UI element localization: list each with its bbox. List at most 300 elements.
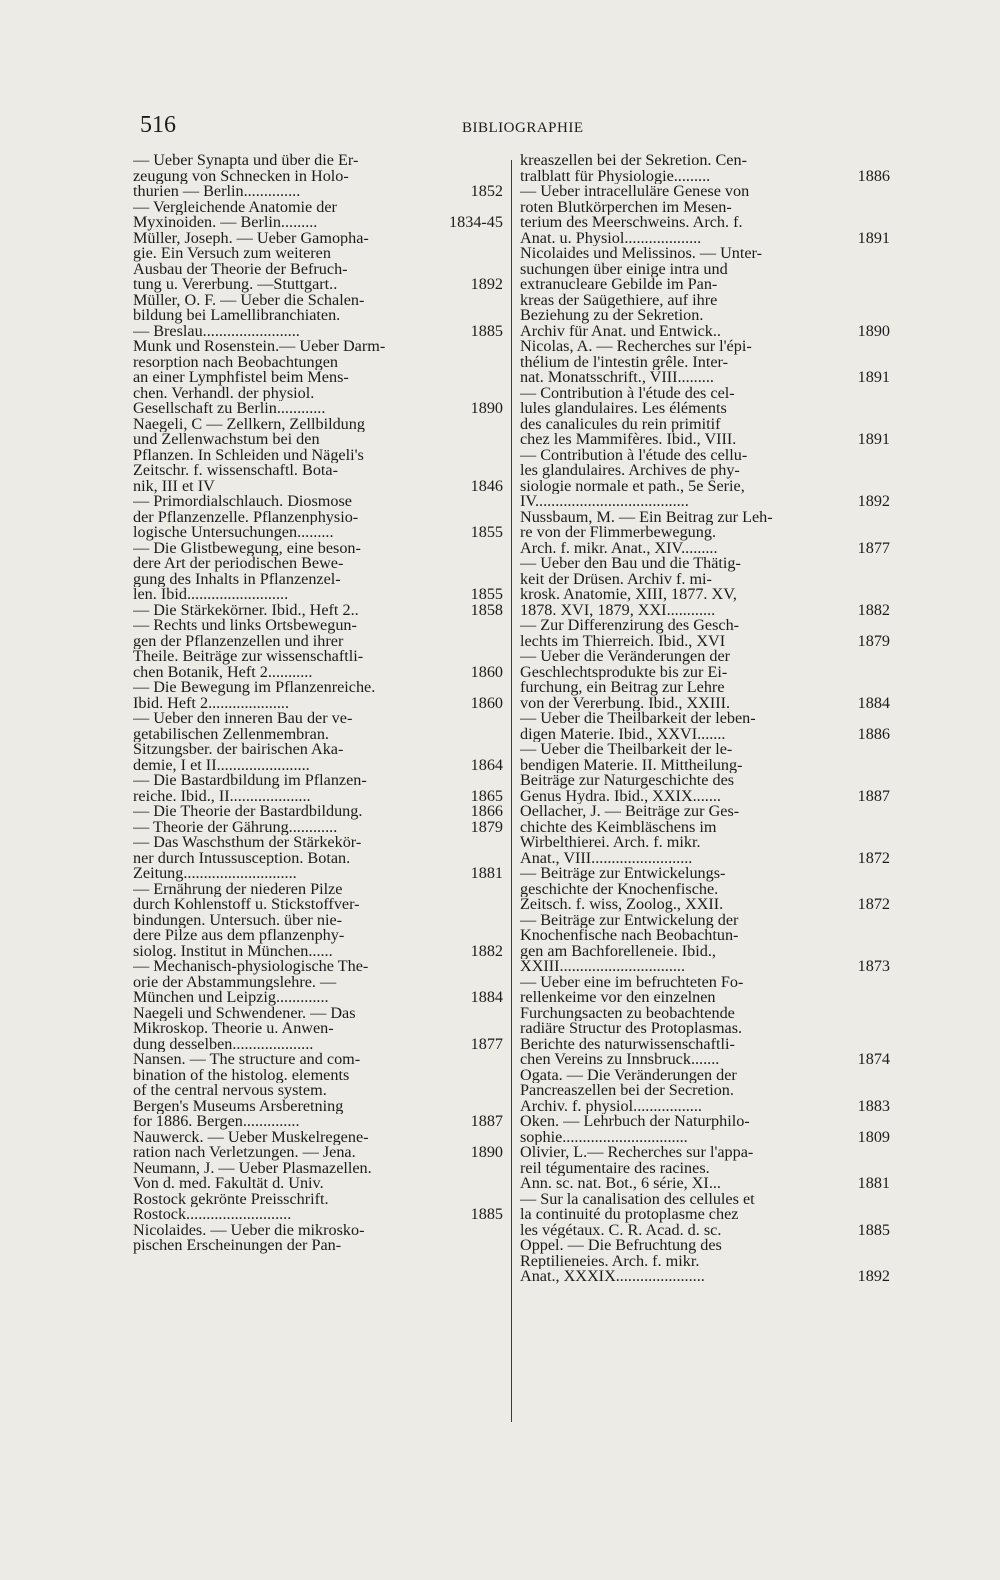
entry-text: Reptilieneies. Arch. f. mikr.: [520, 1253, 700, 1269]
entry-text: Nansen. — The structure and com-: [133, 1052, 361, 1068]
bibliography-line: [133, 959, 503, 975]
entry-text: Rostock gekrönte Preisschrift.: [133, 1191, 329, 1207]
bibliography-line: [133, 1207, 503, 1223]
right-column: [520, 153, 890, 1285]
entry-year: 1892: [857, 1269, 890, 1285]
bibliography-line: [520, 634, 890, 650]
entry-text: Oellacher, J. — Beiträge zur Ges-: [520, 804, 740, 820]
entry-text: Bergen's Museums Arsberetning: [133, 1098, 344, 1114]
bibliography-line: [133, 401, 503, 417]
bibliography-line: [520, 215, 890, 231]
bibliography-line: [520, 1083, 890, 1099]
bibliography-line: [520, 339, 890, 355]
entry-year: 1864: [470, 757, 503, 773]
bibliography-line: [133, 913, 503, 929]
entry-text: Neumann, J. — Ueber Plasmazellen.: [133, 1160, 372, 1176]
entry-text: Archiv für Anat. und Entwick..: [520, 323, 721, 339]
bibliography-line: [133, 618, 503, 634]
entry-text: roten Blutkörperchen im Mesen-: [520, 199, 732, 215]
bibliography-line: [520, 308, 890, 324]
entry-year: 1887: [857, 788, 890, 804]
entry-text: chichte des Keimbläschens im: [520, 819, 717, 835]
bibliography-line: [133, 742, 503, 758]
entry-text: gie. Ein Versuch zum weiteren: [133, 246, 331, 262]
entry-text: logische Untersuchungen.........: [133, 525, 334, 541]
entry-text: furchung, ein Beitrag zur Lehre: [520, 680, 725, 696]
bibliography-line: [133, 556, 503, 572]
bibliography-line: [520, 758, 890, 774]
bibliography-line: [133, 1037, 503, 1053]
bibliography-line: [133, 1145, 503, 1161]
bibliography-line: [133, 975, 503, 991]
entry-year: 1879: [470, 819, 503, 835]
bibliography-line: [520, 572, 890, 588]
entry-year: 1892: [470, 277, 503, 293]
entry-year: 1855: [470, 587, 503, 603]
entry-text: Pflanzen. In Schleiden und Nägeli's: [133, 447, 364, 463]
entry-text: — Mechanisch-physiologische The-: [133, 959, 369, 975]
bibliography-line: [520, 1161, 890, 1177]
entry-text: Olivier, L.— Recherches sur l'appa-: [520, 1145, 754, 1161]
entry-year: 1834-45: [449, 215, 503, 231]
entry-text: — Sur la canalisation des cellules et: [520, 1191, 755, 1207]
entry-text: Anat. u. Physiol...................: [520, 230, 702, 246]
bibliography-line: [133, 820, 503, 836]
entry-text: lules glandulaires. Les éléments: [520, 401, 727, 417]
bibliography-line: [133, 494, 503, 510]
bibliography-line: [520, 618, 890, 634]
bibliography-line: [520, 696, 890, 712]
entry-text: Müller, Joseph. — Ueber Gamopha-: [133, 230, 369, 246]
entry-text: nik, III et IV: [133, 478, 215, 494]
bibliography-line: [133, 525, 503, 541]
bibliography-line: [133, 649, 503, 665]
entry-text: ration nach Verletzungen. — Jena.: [133, 1145, 356, 1161]
bibliography-line: [133, 1052, 503, 1068]
entry-text: suchungen über einige intra und: [520, 261, 728, 277]
bibliography-line: [520, 169, 890, 185]
entry-text: siologie normale et path., 5e Serie,: [520, 478, 745, 494]
entry-text: — Theorie der Gährung............: [133, 819, 338, 835]
entry-text: — Ueber die Theilbarkeit der le-: [520, 742, 733, 758]
entry-text: thurien — Berlin..............: [133, 184, 301, 200]
entry-text: München und Leipzig.............: [133, 990, 329, 1006]
bibliography-line: [133, 153, 503, 169]
entry-text: reil tégumentaire des racines.: [520, 1160, 710, 1176]
bibliography-line: [520, 990, 890, 1006]
entry-text: of the central nervous system.: [133, 1083, 327, 1099]
entry-year: 1891: [857, 370, 890, 386]
bibliography-line: [520, 711, 890, 727]
bibliography-line: [520, 1238, 890, 1254]
entry-year: 1891: [857, 230, 890, 246]
entry-text: zeugung von Schnecken in Holo-: [133, 168, 349, 184]
entry-text: re von der Flimmerbewegung.: [520, 525, 716, 541]
bibliography-line: [133, 200, 503, 216]
entry-text: sophie...............................: [520, 1129, 688, 1145]
bibliography-line: [520, 1192, 890, 1208]
entry-text: geschichte der Knochenfische.: [520, 881, 719, 897]
entry-text: Oppel. — Die Befruchtung des: [520, 1238, 722, 1254]
bibliography-line: [133, 851, 503, 867]
bibliography-line: [520, 277, 890, 293]
entry-text: Furchungsacten zu beobachtende: [520, 1005, 735, 1021]
entry-text: resorption nach Beobachtungen: [133, 354, 338, 370]
bibliography-line: [133, 696, 503, 712]
entry-text: Ann. sc. nat. Bot., 6 série, XI...: [520, 1176, 721, 1192]
bibliography-line: [520, 479, 890, 495]
entry-text: Knochenfische nach Beobachtun-: [520, 928, 739, 944]
entry-text: getabilischen Zellenmembran.: [133, 726, 329, 742]
entry-year: 1884: [857, 695, 890, 711]
entry-text: dere Art der periodischen Bewe-: [133, 556, 344, 572]
entry-text: 1878. XVI, 1879, XXI............: [520, 602, 716, 618]
bibliography-line: [133, 184, 503, 200]
bibliography-line: [133, 835, 503, 851]
entry-text: Müller, O. F. — Ueber die Schalen-: [133, 292, 365, 308]
bibliography-line: [133, 293, 503, 309]
bibliography-line: [520, 324, 890, 340]
entry-text: Von d. med. Fakultät d. Univ.: [133, 1176, 324, 1192]
bibliography-line: [133, 370, 503, 386]
entry-year: 1885: [857, 1222, 890, 1238]
entry-text: Nicolaides. — Ueber die mikrosko-: [133, 1222, 365, 1238]
entry-text: Ausbau der Theorie der Befruch-: [133, 261, 348, 277]
entry-year: 1886: [857, 726, 890, 742]
entry-text: Zeitschr. f. wissenschaftl. Bota-: [133, 463, 338, 479]
entry-text: — Ueber Synapta und über die Er-: [133, 153, 359, 169]
entry-text: durch Kohlenstoff u. Stickstoffver-: [133, 897, 360, 913]
entry-text: bindungen. Untersuch. über nie-: [133, 912, 343, 928]
bibliography-line: [133, 1223, 503, 1239]
bibliography-line: [520, 587, 890, 603]
entry-text: gen am Bachforelleneie. Ibid.,: [520, 943, 716, 959]
entry-year: 1891: [857, 432, 890, 448]
bibliography-line: [133, 603, 503, 619]
entry-text: Gesellschaft zu Berlin............: [133, 401, 326, 417]
bibliography-line: [520, 1099, 890, 1115]
entry-text: bildung bei Lamellibranchiaten.: [133, 308, 341, 324]
bibliography-line: [520, 541, 890, 557]
entry-text: — Die Glistbewegung, eine beson-: [133, 540, 361, 556]
entry-year: 1892: [857, 494, 890, 510]
bibliography-line: [520, 463, 890, 479]
entry-text: — Primordialschlauch. Diosmose: [133, 494, 352, 510]
entry-year: 1865: [470, 788, 503, 804]
entry-year: 1886: [857, 168, 890, 184]
bibliography-line: [133, 1161, 503, 1177]
entry-text: Naegeli und Schwendener. — Das: [133, 1005, 356, 1021]
bibliography-line: [520, 789, 890, 805]
entry-text: — Die Stärkekörner. Ibid., Heft 2..: [133, 602, 359, 618]
bibliography-line: [520, 1254, 890, 1270]
bibliography-line: [133, 634, 503, 650]
bibliography-line: [133, 882, 503, 898]
entry-year: 1860: [470, 664, 503, 680]
entry-text: chez les Mammifères. Ibid., VIII.: [520, 432, 737, 448]
bibliography-line: [133, 463, 503, 479]
bibliography-line: [133, 339, 503, 355]
entry-text: Wirbelthierei. Arch. f. mikr.: [520, 835, 701, 851]
bibliography-line: [520, 1114, 890, 1130]
entry-year: 1883: [857, 1098, 890, 1114]
entry-text: extranucleare Gebilde im Pan-: [520, 277, 718, 293]
entry-text: thélium de l'intestin grêle. Inter-: [520, 354, 729, 370]
column-divider: [511, 160, 512, 1422]
entry-text: for 1886. Bergen..............: [133, 1114, 300, 1130]
entry-year: 1873: [857, 959, 890, 975]
entry-year: 1881: [857, 1176, 890, 1192]
entry-text: — Ernährung der niederen Pilze: [133, 881, 343, 897]
entry-text: Nicolaides und Melissinos. — Unter-: [520, 246, 763, 262]
bibliography-line: [133, 789, 503, 805]
bibliography-line: [133, 1176, 503, 1192]
entry-year: 1852: [470, 184, 503, 200]
bibliography-line: [133, 386, 503, 402]
bibliography-line: [133, 928, 503, 944]
entry-text: gen der Pflanzenzellen und ihrer: [133, 633, 344, 649]
entry-text: radiäre Structur des Protoplasmas.: [520, 1021, 743, 1037]
entry-text: keit der Drüsen. Archiv f. mi-: [520, 571, 712, 587]
bibliography-line: [133, 804, 503, 820]
bibliography-line: [520, 494, 890, 510]
entry-text: IV......................................: [520, 494, 689, 510]
entry-text: Genus Hydra. Ibid., XXIX.......: [520, 788, 721, 804]
entry-text: les glandulaires. Archives de phy-: [520, 463, 740, 479]
entry-text: Mikroskop. Theorie u. Anwen-: [133, 1021, 334, 1037]
bibliography-line: [133, 1006, 503, 1022]
bibliography-line: [520, 928, 890, 944]
entry-text: Anat., VIII.........................: [520, 850, 693, 866]
bibliography-line: [520, 355, 890, 371]
entry-year: 1860: [470, 695, 503, 711]
entry-year: 1890: [857, 323, 890, 339]
entry-text: Ibid. Heft 2....................: [133, 695, 290, 711]
bibliography-line: [520, 293, 890, 309]
bibliography-line: [520, 742, 890, 758]
entry-text: Sitzungsber. der bairischen Aka-: [133, 742, 344, 758]
bibliography-line: [520, 1207, 890, 1223]
entry-text: demie, I et II.......................: [133, 757, 310, 773]
bibliography-line: [133, 665, 503, 681]
bibliography-line: [133, 866, 503, 882]
entry-text: — Beiträge zur Entwickelung der: [520, 912, 739, 928]
left-column: [133, 153, 503, 1254]
entry-text: dere Pilze aus dem pflanzenphy-: [133, 928, 345, 944]
entry-text: — Beiträge zur Entwickelungs-: [520, 866, 726, 882]
entry-text: nat. Monatsschrift., VIII.........: [520, 370, 714, 386]
entry-text: chen Vereins zu Innsbruck.......: [520, 1052, 720, 1068]
bibliography-line: [133, 1083, 503, 1099]
entry-text: der Pflanzenzelle. Pflanzenphysio-: [133, 509, 359, 525]
bibliography-line: [520, 1037, 890, 1053]
bibliography-line: [520, 184, 890, 200]
bibliography-line: [520, 510, 890, 526]
page-number: 516: [140, 112, 176, 138]
entry-text: — Zur Differenzirung des Gesch-: [520, 618, 740, 634]
entry-text: Naegeli, C — Zellkern, Zellbildung: [133, 416, 365, 432]
bibliography-line: [133, 1192, 503, 1208]
entry-text: — Ueber die Theilbarkeit der leben-: [520, 711, 756, 727]
bibliography-line: [520, 804, 890, 820]
bibliography-line: [133, 277, 503, 293]
bibliography-line: [520, 432, 890, 448]
entry-text: tralblatt für Physiologie.........: [520, 168, 711, 184]
bibliography-line: [133, 773, 503, 789]
bibliography-line: [520, 1145, 890, 1161]
entry-year: 1872: [857, 897, 890, 913]
entry-year: 1874: [857, 1052, 890, 1068]
entry-text: les végétaux. C. R. Acad. d. sc.: [520, 1222, 722, 1238]
bibliography-line: [133, 479, 503, 495]
entry-text: — Das Waschsthum der Stärkekör-: [133, 835, 362, 851]
entry-year: 1879: [857, 633, 890, 649]
entry-text: Munk und Rosenstein.— Ueber Darm-: [133, 339, 386, 355]
bibliography-line: [133, 897, 503, 913]
bibliography-line: [520, 1223, 890, 1239]
bibliography-line: [520, 262, 890, 278]
bibliography-line: [520, 913, 890, 929]
entry-text: Theile. Beiträge zur wissenschaftli-: [133, 649, 364, 665]
bibliography-line: [133, 1068, 503, 1084]
entry-text: Geschlechtsprodukte bis zur Ei-: [520, 664, 728, 680]
bibliography-line: [133, 308, 503, 324]
entry-text: orie der Abstammungslehre. —: [133, 974, 337, 990]
entry-text: Nicolas, A. — Recherches sur l'épi-: [520, 339, 752, 355]
bibliography-line: [520, 897, 890, 913]
entry-text: kreas der Saügethiere, auf ihre: [520, 292, 718, 308]
bibliography-line: [520, 200, 890, 216]
bibliography-line: [133, 432, 503, 448]
bibliography-line: [520, 417, 890, 433]
bibliography-line: [520, 370, 890, 386]
entry-text: Zeitung............................: [133, 866, 297, 882]
entry-text: — Contribution à l'étude des cellu-: [520, 447, 748, 463]
bibliography-line: [520, 525, 890, 541]
bibliography-line: [520, 1130, 890, 1146]
bibliography-line: [520, 1006, 890, 1022]
entry-text: — Ueber die Veränderungen der: [520, 649, 731, 665]
bibliography-line: [133, 1099, 503, 1115]
entry-text: gung des Inhalts in Pflanzenzel-: [133, 571, 341, 587]
bibliography-line: [520, 665, 890, 681]
entry-text: an einer Lymphfistel beim Mens-: [133, 370, 349, 386]
entry-text: Rostock..........................: [133, 1207, 292, 1223]
entry-text: ner durch Intussusception. Botan.: [133, 850, 351, 866]
entry-text: — Breslau........................: [133, 323, 300, 339]
entry-text: terium des Meerschweins. Arch. f.: [520, 215, 743, 231]
bibliography-line: [133, 324, 503, 340]
bibliography-line: [520, 556, 890, 572]
bibliography-line: [520, 448, 890, 464]
entry-text: Pancreaszellen bei der Secretion.: [520, 1083, 734, 1099]
bibliography-line: [520, 1021, 890, 1037]
entry-text: krosk. Anatomie, XIII, 1877. XV,: [520, 587, 737, 603]
entry-text: — Ueber eine im befruchteten Fo-: [520, 974, 744, 990]
entry-year: 1887: [470, 1114, 503, 1130]
entry-text: — Contribution à l'étude des cel-: [520, 385, 735, 401]
entry-text: Oken. — Lehrbuch der Naturphilo-: [520, 1114, 750, 1130]
entry-text: dung desselben....................: [133, 1036, 314, 1052]
bibliography-line: [520, 231, 890, 247]
entry-text: Zeitsch. f. wiss, Zoolog., XXII.: [520, 897, 724, 913]
bibliography-line: [520, 851, 890, 867]
entry-text: Ogata. — Die Veränderungen der: [520, 1067, 737, 1083]
bibliography-line: [133, 944, 503, 960]
bibliography-line: [133, 169, 503, 185]
entry-text: Nauwerck. — Ueber Muskelregene-: [133, 1129, 369, 1145]
entry-text: Nussbaum, M. — Ein Beitrag zur Leh-: [520, 509, 773, 525]
bibliography-line: [520, 401, 890, 417]
entry-year: 1877: [857, 540, 890, 556]
bibliography-line: [133, 448, 503, 464]
entry-text: — Die Bewegung im Pflanzenreiche.: [133, 680, 376, 696]
entry-text: Beziehung zu der Sekretion.: [520, 308, 704, 324]
entry-text: la continuité du protoplasme chez: [520, 1207, 739, 1223]
entry-text: lechts im Thierreich. Ibid., XVI: [520, 633, 726, 649]
entry-year: 1846: [470, 478, 503, 494]
entry-year: 1809: [857, 1129, 890, 1145]
bibliography-line: [133, 1114, 503, 1130]
entry-text: siolog. Institut in München......: [133, 943, 333, 959]
entry-text: Beiträge zur Naturgeschichte des: [520, 773, 735, 789]
entry-text: — Ueber den inneren Bau der ve-: [133, 711, 353, 727]
bibliography-line: [133, 758, 503, 774]
bibliography-line: [133, 572, 503, 588]
bibliography-line: [133, 727, 503, 743]
entry-text: digen Materie. Ibid., XXVI.......: [520, 726, 726, 742]
entry-text: kreaszellen bei der Sekretion. Cen-: [520, 153, 747, 169]
bibliography-line: [520, 835, 890, 851]
entry-text: — Ueber den Bau und die Thätig-: [520, 556, 741, 572]
entry-year: 1890: [470, 401, 503, 417]
entry-text: pischen Erscheinungen der Pan-: [133, 1238, 342, 1254]
entry-year: 1885: [470, 1207, 503, 1223]
entry-text: — Die Bastardbildung im Pflanzen-: [133, 773, 367, 789]
entry-text: — Vergleichende Anatomie der: [133, 199, 337, 215]
entry-text: len. Ibid.........................: [133, 587, 289, 603]
entry-text: Archiv. f. physiol.................: [520, 1098, 702, 1114]
bibliography-line: [133, 355, 503, 371]
bibliography-line: [133, 711, 503, 727]
entry-text: des canalicules du rein primitif: [520, 416, 721, 432]
bibliography-line: [520, 727, 890, 743]
bibliography-line: [133, 510, 503, 526]
bibliography-line: [133, 1130, 503, 1146]
bibliography-line: [520, 1068, 890, 1084]
bibliography-line: [520, 1176, 890, 1192]
entry-year: 1858: [470, 602, 503, 618]
bibliography-line: [133, 680, 503, 696]
bibliography-line: [133, 417, 503, 433]
running-head: BIBLIOGRAPHIE: [462, 120, 584, 136]
entry-text: rellenkeime vor den einzelnen: [520, 990, 716, 1006]
entry-year: 1890: [470, 1145, 503, 1161]
bibliography-line: [520, 975, 890, 991]
entry-text: bendigen Materie. II. Mittheilung-: [520, 757, 743, 773]
entry-text: — Rechts und links Ortsbewegun-: [133, 618, 357, 634]
bibliography-line: [520, 866, 890, 882]
bibliography-line: [520, 959, 890, 975]
entry-text: Myxinoiden. — Berlin.........: [133, 215, 318, 231]
entry-text: chen. Verhandl. der physiol.: [133, 385, 315, 401]
entry-year: 1877: [470, 1036, 503, 1052]
bibliography-line: [520, 246, 890, 262]
entry-text: — Die Theorie der Bastardbildung.: [133, 804, 363, 820]
entry-text: bination of the histolog. elements: [133, 1067, 350, 1083]
bibliography-line: [133, 990, 503, 1006]
bibliography-line: [520, 603, 890, 619]
